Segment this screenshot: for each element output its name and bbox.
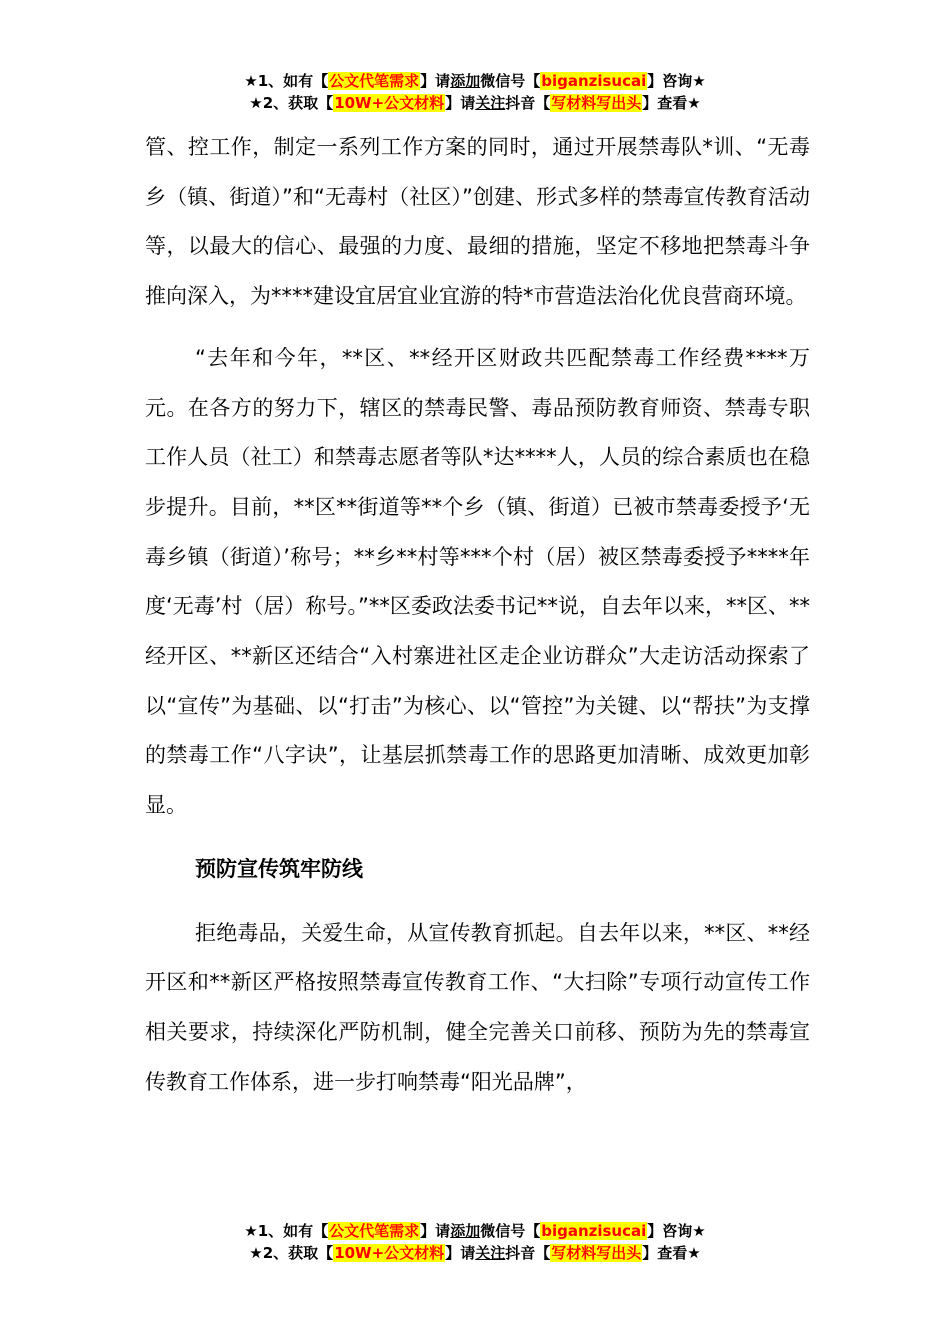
document-body [145, 123, 810, 1107]
highlight-service: 公文代笔需求 [329, 72, 420, 90]
footer-banner [0, 1220, 950, 1264]
highlight-materials: 10W+公文材料 [334, 94, 445, 112]
highlight-materials: 10W+公文材料 [334, 1244, 445, 1262]
paragraph-3: 拒绝毒品，关爱生命，从宣传教育抓起。自去年以来，**区、**经开区和**新区严格按照禁毒宣传教育工作、“大扫除”专项行动宣传工作相关要求，持续深化严防机制，健全完善关口前移、预防为先的禁毒宣传教育工作体系，进一步打响禁毒“阳光品牌”， [145, 920, 810, 1094]
highlight-wechat-id: biganzisucai [541, 72, 647, 90]
paragraph-2: “去年和今年，**区、**经开区财政共匹配禁毒工作经费****万元。在各方的努力下，辖区的禁毒民警、毒品预防教育师资、禁毒专职工作人员（社工）和禁毒志愿者等队*达****人，人员的综合素质也在稳步提升。目前，**区**街道等**个乡（镇、街道）已被市禁毒委授予‘无毒乡镇（街道）’称号；**乡**村等***个村（居）被区禁毒委授予****年度‘无毒’村（居）称号。”**区委政法委书记**说，自去年以来，**区、**经开区、**新区还结合“入村寨进社区走企业访群众”大走访活动探索了以“宣传”为基础、以“打击”为核心、以“管控”为关键、以“帮扶”为支撑的禁毒工作“八字诀”，让基层抓禁毒工作的思路更加清晰、成效更加彰显。 [145, 345, 810, 818]
header-banner [0, 70, 950, 114]
highlight-wechat-id: biganzisucai [541, 1222, 647, 1240]
footer-line-2: ★2、获取【10W+公文材料】请关注抖音【写材料写出头】查看★ [249, 1244, 701, 1262]
paragraph-1: 管、控工作，制定一系列工作方案的同时，通过开展禁毒队*训、“无毒乡（镇、街道）”和“无毒村（社区）”创建、形式多样的禁毒宣传教育活动等，以最大的信心、最强的力度、最细的措施，坚定不移地把禁毒斗争推向深入，为****建设宜居宜业宜游的特*市营造法治化优良营商环境。 [145, 135, 810, 309]
banner-line-2: ★2、获取【10W+公文材料】请关注抖音【写材料写出头】查看★ [249, 94, 701, 112]
highlight-service: 公文代笔需求 [329, 1222, 420, 1240]
footer-line-1: ★1、如有【公文代笔需求】请添加微信号【biganzisucai】咨询★ [244, 1222, 706, 1240]
section-heading: 预防宣传筑牢防线 [195, 856, 363, 881]
highlight-douyin: 写材料写出头 [551, 94, 642, 112]
highlight-douyin: 写材料写出头 [551, 1244, 642, 1262]
banner-line-1: ★1、如有【公文代笔需求】请添加微信号【biganzisucai】咨询★ [244, 72, 706, 90]
